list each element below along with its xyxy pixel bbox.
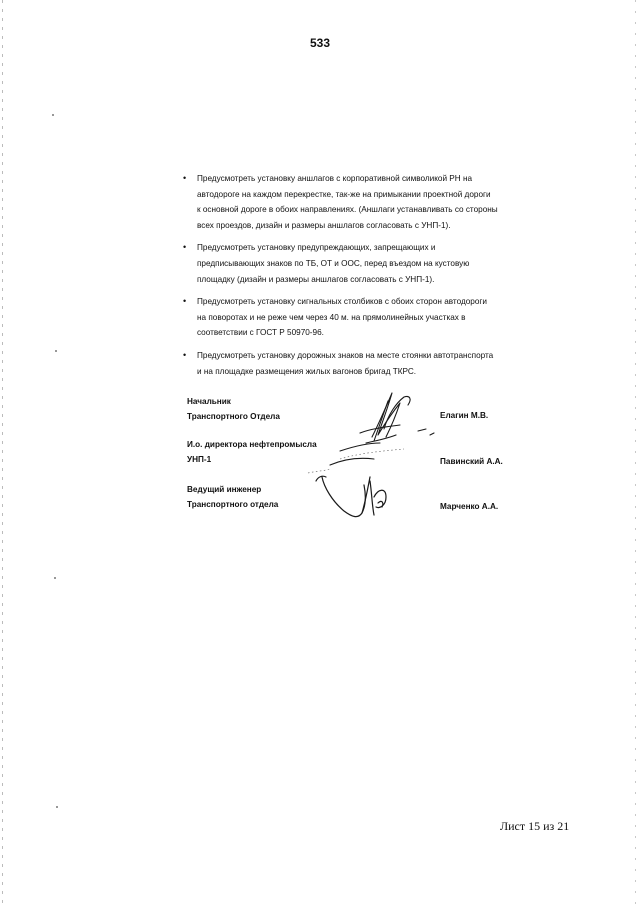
list-item-line: к основной дороге в обоих направлениях. (Аншлаги устанавливать со стороны (197, 205, 498, 215)
scan-speck (55, 350, 57, 352)
signatory-position (187, 437, 317, 467)
scan-edge-right (635, 0, 636, 905)
requirements-list (183, 171, 528, 386)
list-item-line: всех проездов, дизайн и размеры аншлагов согласовать с УНП-1). (197, 220, 451, 230)
signatory-name: Павинский А.А. (440, 457, 503, 466)
bullet-icon: • (183, 349, 187, 360)
list-item-line: предписывающих знаков по ТБ, ОТ и ООС, перед въездом на кустовую (197, 258, 470, 268)
scan-speck (52, 114, 54, 116)
signatory-position-line: Начальник (187, 397, 231, 406)
list-item-line: Предусмотреть установку сигнальных столбиков с обоих сторон автодороги (197, 297, 487, 307)
list-item-line: площадку (дизайн и размеры аншлагов согласовать с УНП-1). (197, 274, 435, 284)
signatory-position (187, 482, 278, 512)
list-item-line: автодороге на каждом перекрестке, так-же на примыкании проектной дороги (197, 189, 491, 199)
signatory-position-line: Ведущий инженер (187, 485, 262, 494)
signatory-position-line: И.о. директора нефтепромысла (187, 440, 317, 449)
list-item (183, 240, 528, 287)
signatory-name: Марченко А.А. (440, 502, 499, 511)
scan-speck (56, 806, 58, 808)
signatory-position-line: Транспортного отдела (187, 500, 279, 509)
list-item-line: Предусмотреть установку предупреждающих, запрещающих и (197, 243, 436, 253)
scan-speck (54, 577, 56, 579)
bullet-icon: • (183, 296, 187, 307)
bullet-icon: • (183, 242, 187, 253)
signatory-position (187, 394, 280, 424)
signatory-position-line: УНП-1 (187, 455, 212, 464)
page-number: 533 (309, 36, 331, 50)
list-item (183, 171, 528, 233)
list-item-line: соответствии с ГОСТ Р 50970-96. (197, 328, 324, 338)
sheet-number-footer: Лист 15 из 21 (500, 819, 570, 833)
handwritten-signature (300, 385, 450, 535)
list-item (183, 348, 528, 379)
bullet-icon: • (183, 173, 187, 183)
list-item-line: Предусмотреть установку аншлагов с корпоративной символикой РН на (197, 174, 473, 183)
scan-edge-left (2, 0, 3, 905)
list-item-line: и на площадке размещения жилых вагонов бригад ТКРС. (197, 366, 417, 376)
list-item-line: Предусмотреть установку дорожных знаков на месте стоянки автотранспорта (197, 350, 494, 360)
list-item (183, 294, 528, 341)
signatory-name: Елагин М.В. (440, 411, 489, 420)
list-item-line: на поворотах и не реже чем через 40 м. на прямолинейных участках в (197, 312, 466, 322)
signatory-position-line: Транспортного Отдела (187, 412, 280, 421)
